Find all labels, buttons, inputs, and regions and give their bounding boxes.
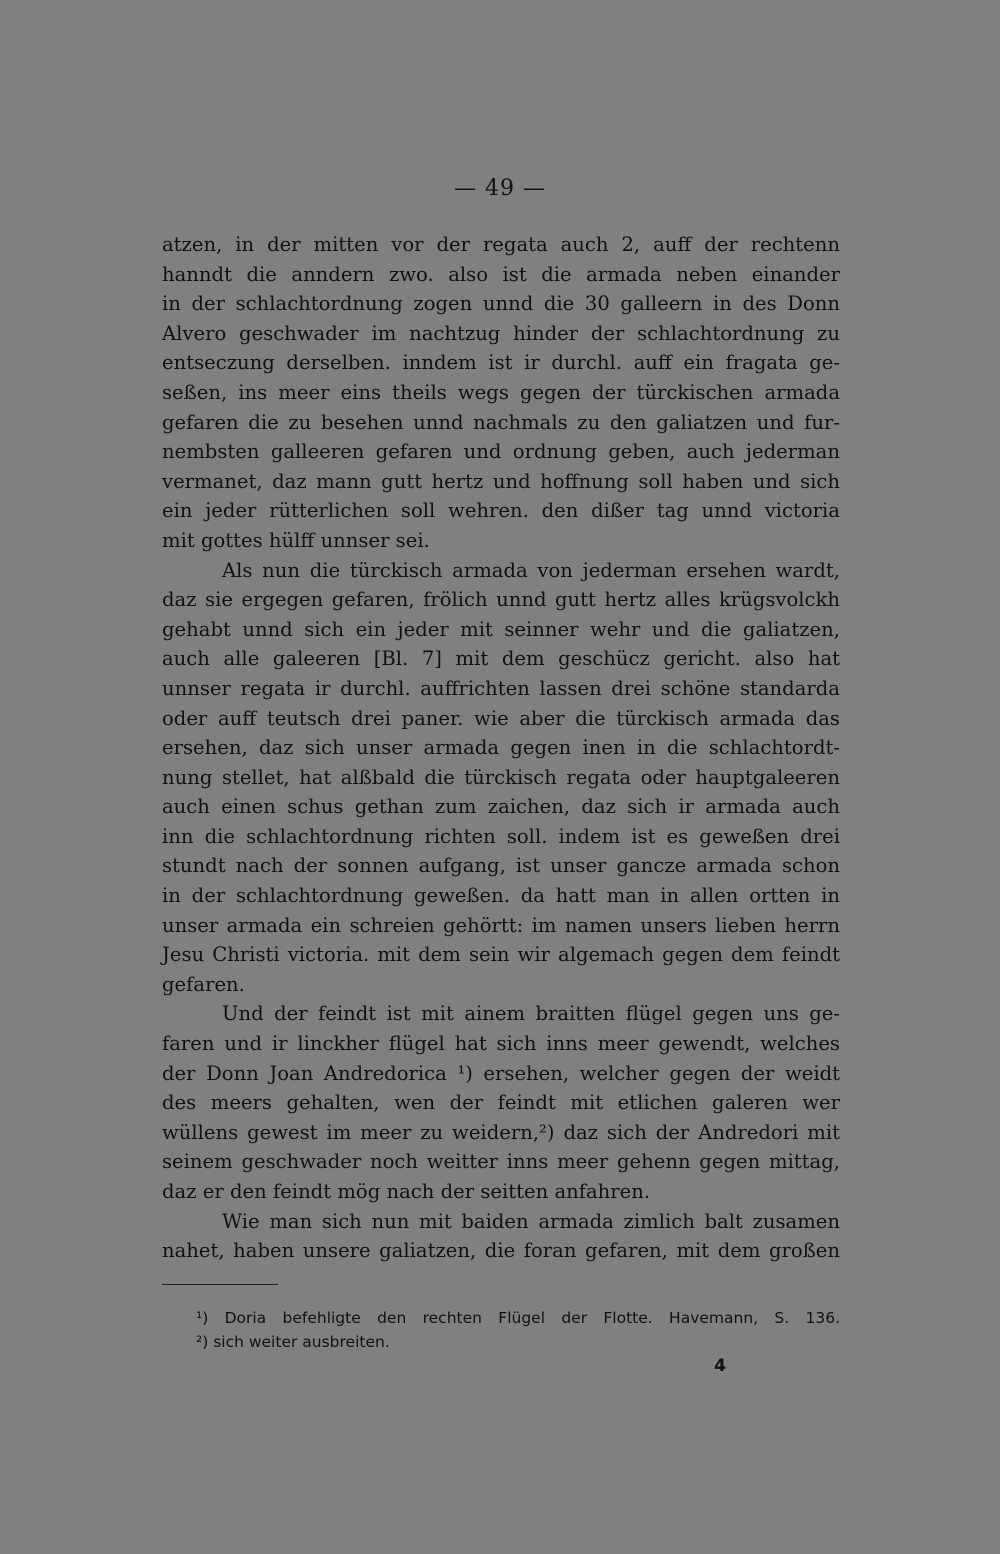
- text-line: wüllens gewest im meer zu weidern,²) daz sich der Andredori mit: [162, 1120, 840, 1144]
- text-line: seßen, ins meer eins theils wegs gegen der türckischen armada: [162, 380, 840, 404]
- page-header: [0, 176, 1000, 201]
- footnote-2: ²) sich weiter ausbreiten.: [196, 1333, 390, 1351]
- text-line: vermanet, daz mann gutt hertz und hoffnung soll haben und sich: [162, 469, 840, 493]
- text-line: ein jeder rütterlichen soll wehren. den dißer tag unnd victoria: [162, 499, 840, 523]
- signature-mark: 4: [714, 1356, 726, 1376]
- text-line: gefaren.: [162, 972, 245, 996]
- text-line: unnser regata ir durchl. auffrichten lassen drei schöne standarda: [162, 676, 840, 700]
- text-line: Alvero geschwader im nachtzug hinder der schlachtordnung zu: [162, 321, 840, 345]
- text-line: gefaren die zu besehen unnd nachmals zu den galiatzen und fur-: [162, 410, 840, 434]
- text-line: hanndt die anndern zwo. also ist die armada neben einander: [162, 262, 840, 286]
- text-line: inn die schlachtordnung richten soll. indem ist es geweßen drei: [162, 824, 840, 848]
- text-line: nung stellet, hat alßbald die türckisch regata oder hauptgaleeren: [162, 765, 840, 789]
- text-line: nahet, haben unsere galiatzen, die foran gefaren, mit dem großen: [162, 1239, 840, 1263]
- footnote-divider: [162, 1284, 278, 1285]
- text-line: auch einen schus gethan zum zaichen, daz sich ir armada auch: [162, 795, 840, 819]
- text-line: ersehen, daz sich unser armada gegen inen in die schlachtordt-: [162, 736, 840, 760]
- text-line: Wie man sich nun mit baiden armada zimlich balt zusamen: [222, 1209, 840, 1233]
- text-line: in der schlachtordnung zogen unnd die 30 galleern in des Donn: [162, 292, 840, 316]
- text-line: oder auff teutsch drei paner. wie aber die türckisch armada das: [162, 706, 840, 730]
- footnote-1: ¹) Doria befehligte den rechten Flügel der Flotte. Havemann, S. 136.: [196, 1309, 840, 1327]
- text-line: des meers gehalten, wen der feindt mit etlichen galeren wer: [162, 1091, 840, 1115]
- text-line: Und der feindt ist mit ainem braitten flügel gegen uns ge-: [222, 1002, 840, 1026]
- text-line: gehabt unnd sich ein jeder mit seinner wehr und die galiatzen,: [162, 617, 840, 641]
- text-line: seinem geschwader noch weitter inns meer gehenn gegen mittag,: [162, 1150, 840, 1174]
- page-number: — 49 —: [454, 176, 546, 201]
- text-line: daz er den feindt mög nach der seitten anfahren.: [162, 1180, 651, 1203]
- text-line: unser armada ein schreien gehörtt: im namen unsers lieben herrn: [162, 913, 840, 937]
- footnotes: [196, 1306, 840, 1354]
- text-line: atzen, in der mitten vor der regata auch 2, auff der rechtenn: [162, 233, 840, 256]
- text-line: Jesu Christi victoria. mit dem sein wir algemach gegen dem feindt: [162, 943, 840, 967]
- text-line: faren und ir linckher flügel hat sich inns meer gewendt, welches: [162, 1032, 840, 1056]
- text-line: daz sie ergegen gefaren, frölich unnd gutt hertz alles krügsvolckh: [162, 588, 840, 612]
- text-line: stundt nach der sonnen aufgang, ist unser gancze armada schon: [162, 854, 840, 878]
- text-line: mit gottes hülff unnser sei.: [162, 528, 430, 552]
- text-line: der Donn Joan Andredorica ¹) ersehen, welcher gegen der weidt: [162, 1061, 840, 1085]
- text-line: Als nun die türckisch armada von jederman ersehen wardt,: [222, 558, 840, 582]
- text-line: nembsten galleeren gefaren und ordnung geben, auch jederman: [162, 440, 840, 464]
- text-line: auch alle galeeren [Bl. 7] mit dem geschücz gericht. also hat: [162, 647, 840, 671]
- text-line: in der schlachtordnung geweßen. da hatt man in allen ortten in: [162, 884, 840, 908]
- body-text: [162, 230, 840, 1266]
- text-line: entseczung derselben. inndem ist ir durchl. auff ein fragata ge-: [162, 351, 840, 375]
